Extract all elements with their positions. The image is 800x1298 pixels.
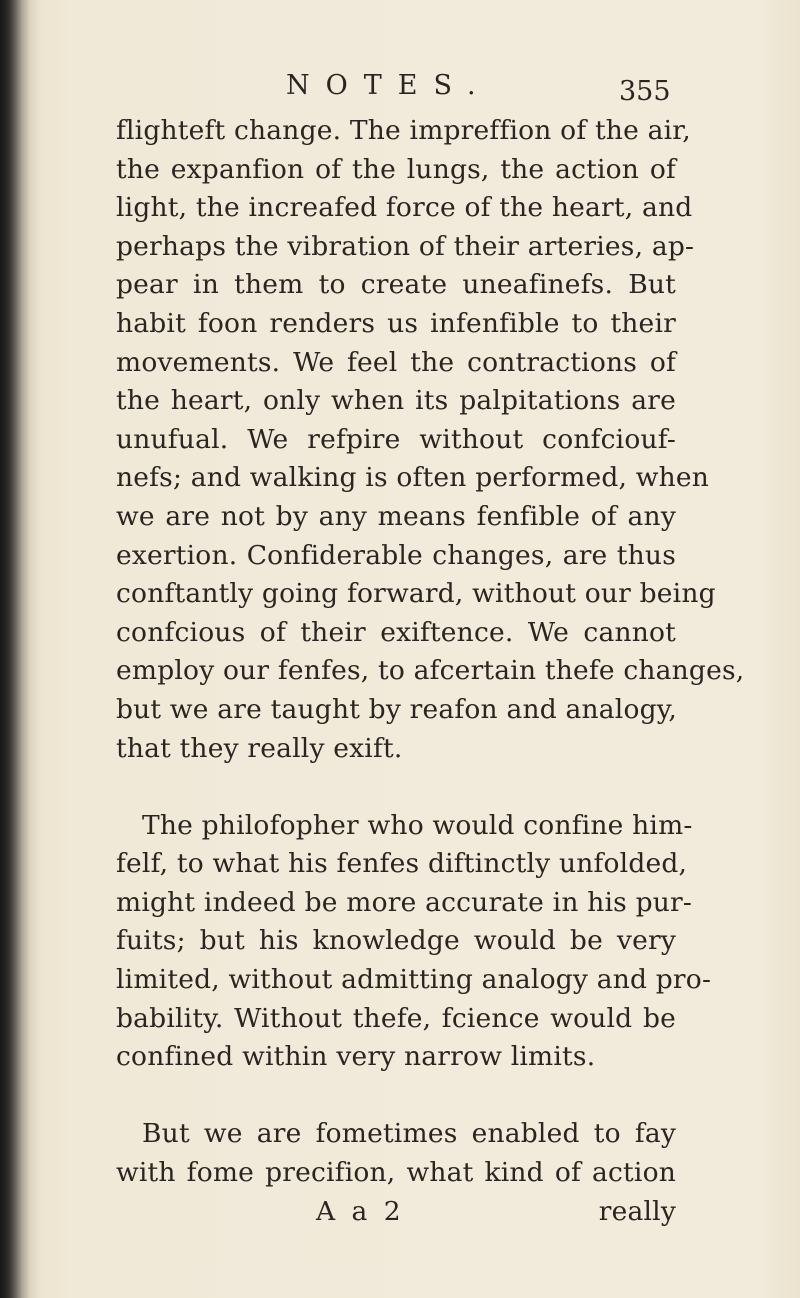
text-line: nefs; and walking is often performed, when	[116, 462, 710, 494]
signature-mark: A a 2	[316, 1195, 405, 1227]
text-line: The philofopher who would confine him-	[142, 809, 693, 841]
binding-shadow	[0, 0, 30, 1298]
text-line: pear in them to create uneafinefs. But	[116, 269, 676, 301]
text-line: with fome precifion, what kind of action	[116, 1157, 676, 1189]
text-line: the heart, only when its palpitations are	[116, 385, 676, 417]
text-line: but we are taught by reafon and analogy,	[116, 693, 678, 725]
text-line: exertion. Confiderable changes, are thus	[116, 539, 676, 571]
text-line: the expanfion of the lungs, the action of	[116, 153, 676, 185]
text-line: habit foon renders us infenfible to their	[116, 307, 676, 339]
text-line: But we are fometimes enabled to fay	[142, 1118, 676, 1150]
page-number: 355	[619, 76, 671, 107]
text-line: bability. Without thefe, fcience would be	[116, 1002, 676, 1034]
body-text	[116, 112, 745, 1231]
text-line: perhaps the vibration of their arteries, ap-	[116, 230, 695, 262]
running-head: NOTES.	[286, 70, 492, 101]
page-header	[286, 70, 686, 110]
text-line: movements. We feel the contractions of	[116, 346, 676, 378]
text-line: unufual. We refpire without confciouf-	[116, 423, 676, 455]
text-line: fuits; but his knowledge would be very	[116, 925, 676, 957]
text-line: might indeed be more accurate in his pur-	[116, 886, 693, 918]
text-line: felf, to what his fenfes diftinctly unfolded,	[116, 848, 688, 880]
paragraph-gap	[116, 768, 676, 807]
text-line: light, the increafed force of the heart, and	[116, 192, 693, 224]
text-line: confined within very narrow limits.	[116, 1041, 596, 1073]
page-footer	[116, 1193, 676, 1232]
text-line: conftantly going forward, without our being	[116, 578, 716, 610]
paragraph-gap	[116, 1077, 676, 1116]
catchword: really	[598, 1195, 676, 1227]
text-line: employ our fenfes, to afcertain thefe changes,	[116, 655, 745, 687]
text-line: that they really exift.	[116, 732, 403, 764]
text-line: flighteft change. The impreffion of the air,	[116, 115, 691, 146]
text-line: limited, without admitting analogy and pro-	[116, 964, 712, 996]
text-line: we are not by any means fenfible of any	[116, 500, 676, 532]
text-line: confcious of their exiftence. We cannot	[116, 616, 676, 648]
